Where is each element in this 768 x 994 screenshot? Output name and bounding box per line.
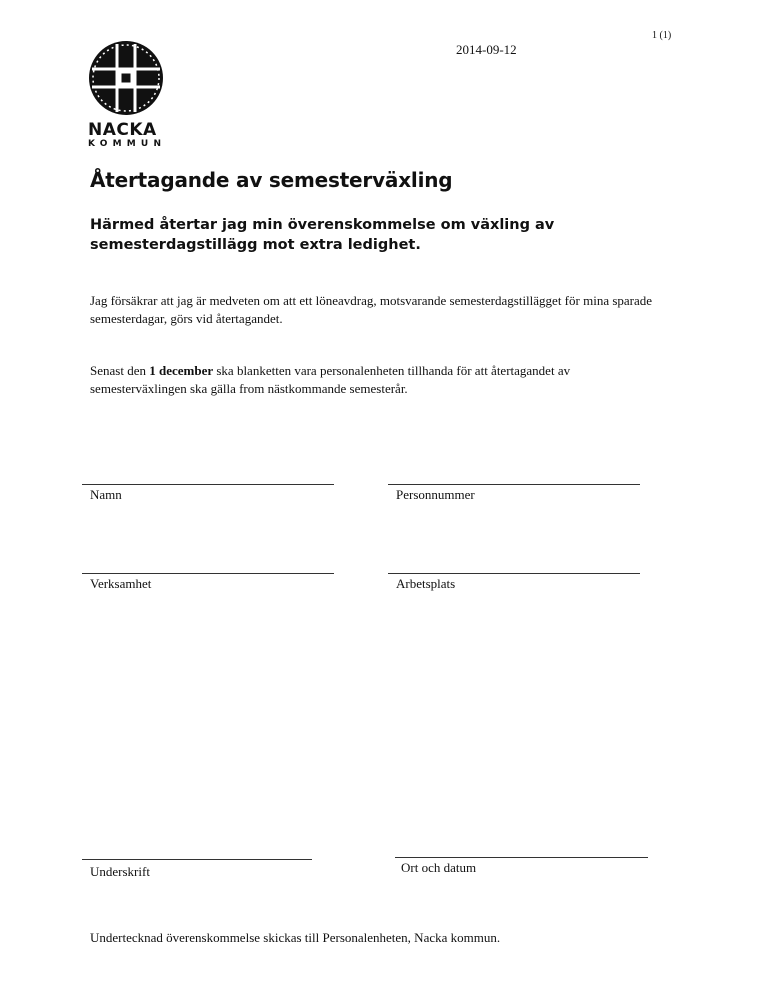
footer-note: Undertecknad överenskommelse skickas till Personalenheten, Nacka kommun.: [90, 930, 501, 945]
place-date-label: Ort och datum: [401, 860, 477, 875]
place-date-line[interactable]: [395, 857, 648, 858]
business-label: Verksamhet: [90, 576, 152, 591]
workplace-label: Arbetsplats: [396, 576, 456, 591]
signature-line[interactable]: [82, 859, 312, 860]
deadline-prefix: Senast den: [90, 363, 150, 378]
business-line[interactable]: [82, 573, 334, 574]
name-label: Namn: [90, 487, 122, 502]
deadline-suffix: ska blanketten vara personalenheten tillhanda för att återtagandet av semesterväxlingen ska gälla from nästkommande semesterår.: [90, 363, 571, 396]
nacka-logo: [88, 40, 168, 149]
workplace-line[interactable]: [388, 573, 640, 574]
signature-label: Underskrift: [90, 864, 150, 879]
logo-subtitle: KOMMUN: [88, 139, 167, 149]
document-title: Återtagande av semesterväxling: [90, 168, 453, 192]
logo-name: NACKA: [88, 120, 157, 140]
personal-number-line[interactable]: [388, 484, 640, 485]
name-line[interactable]: [82, 484, 334, 485]
nacka-emblem-icon: [88, 40, 164, 116]
subheading: Härmed återtar jag min överenskommelse om växling av semesterdagstillägg mot extra ledighet.: [90, 217, 555, 253]
assurance-paragraph: Jag försäkrar att jag är medveten om att ett löneavdrag, motsvarande semesterdagstillägget för mina sparade semesterdagar, görs vid återtagandet.: [90, 293, 653, 326]
personal-number-label: Personnummer: [396, 487, 475, 502]
deadline-date: 1 december: [149, 363, 214, 378]
document-date: 2014-09-12: [456, 42, 517, 57]
deadline-paragraph: [90, 362, 670, 398]
page-number: 1 (1): [652, 30, 672, 41]
